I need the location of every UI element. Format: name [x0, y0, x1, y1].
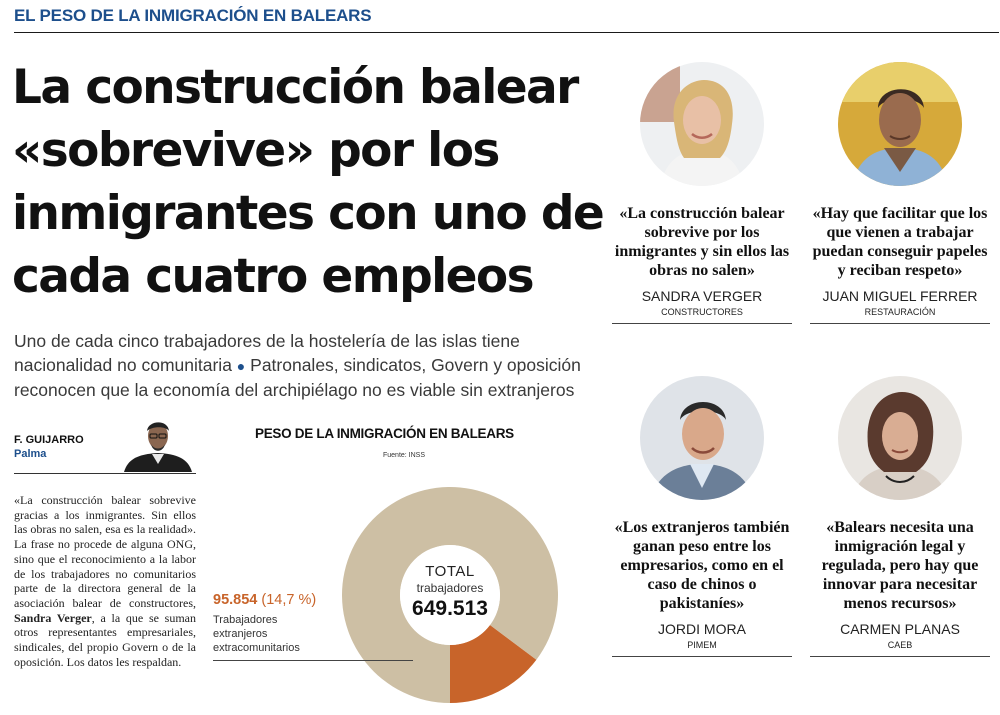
chart-desc-line: Trabajadores [213, 614, 278, 626]
portrait-photo [838, 62, 962, 186]
body-name: Sandra Verger [14, 610, 92, 625]
byline-divider [14, 473, 196, 474]
body-text-start: «La construcción balear sobrevive gracias a los inmigrantes. Sin ellos las obras no salen, esa es la realidad». La frase no procede de alguna ONG, sino que el reconocimiento a la labor de los trabajadores no comunitarios parte de la directora general de la asociación balear de constructores, [14, 493, 196, 610]
quote-divider [810, 656, 990, 657]
headline-line: La construcción balear [12, 60, 578, 115]
quote-text: «La construcción balear sobrevive por los inmigrantes y sin ellos las obras no salen» [614, 205, 790, 279]
donut-chart [330, 475, 570, 715]
chart-desc-line: extracomunitarios [213, 642, 300, 654]
quote-person-org: CONSTRUCTORES [661, 307, 743, 317]
subtitle-part1: Uno de cada cinco trabajadores de la hostelería de las islas tiene nacionalidad no comunitaria [14, 331, 520, 375]
body-text-end: , a la que se suman otros representantes empresariales, sindicales, del propio Govern o de la oposición. Los datos les respaldan. [14, 610, 197, 669]
chart-highlight-label [213, 592, 316, 608]
quote-person-name: CARMEN PLANAS [840, 621, 960, 637]
quote-person-org: PIMEM [687, 640, 717, 650]
quote-text: «Balears necesita una inmigración legal y regulada, pero hay que innovar para necesitar menos recursos» [821, 519, 979, 612]
byline-author: F. GUIJARRO [14, 434, 84, 446]
quote-card [810, 62, 990, 324]
portrait-photo [640, 376, 764, 500]
quote-divider [612, 323, 792, 324]
chart-highlight-desc [213, 613, 300, 655]
headline-line: «sobrevive» por los [12, 123, 499, 178]
chart-total-label: TOTAL [425, 563, 475, 580]
quote-card [612, 62, 792, 324]
byline [14, 434, 84, 460]
portrait-photo [640, 62, 764, 186]
portrait-photo [838, 376, 962, 500]
top-divider [14, 32, 999, 33]
quote-person-name: SANDRA VERGER [641, 288, 763, 304]
chart-highlight-pct: (14,7 %) [261, 592, 317, 608]
quote-person-org: RESTAURACIÓN [864, 307, 936, 317]
chart-total-sub: trabajadores [416, 581, 484, 595]
quote-card [810, 376, 990, 657]
headline-line: inmigrantes con uno de [12, 186, 604, 241]
section-title: EL PESO DE LA INMIGRACIÓN EN BALEARS [14, 6, 372, 25]
quote-card [612, 376, 792, 657]
quote-person-name: JUAN MIGUEL FERRER [822, 288, 978, 304]
quote-person-name: JORDI MORA [658, 621, 746, 637]
chart-highlight-value: 95.854 [213, 592, 258, 608]
quote-text: «Hay que facilitar que los que vienen a trabajar puedan conseguir papeles y reciban respeto» [812, 205, 988, 279]
chart-title: PESO DE LA INMIGRACIÓN EN BALEARS [255, 426, 514, 441]
subtitle [14, 329, 604, 402]
quote-person-org: CAEB [887, 640, 913, 650]
chart-desc-line: extranjeros [213, 628, 268, 640]
byline-place: Palma [14, 448, 47, 460]
chart-total-value: 649.513 [412, 597, 488, 620]
subtitle-part2: Patronales, sindicatos, Govern y oposición reconocen que la economía del archipiélago no es viable sin extranjeros [14, 355, 581, 400]
headline [12, 56, 612, 308]
bullet-dot-icon: ● [236, 358, 246, 374]
headline-line: cada cuatro empleos [12, 249, 533, 304]
donut-hole [400, 545, 500, 645]
author-photo [120, 414, 196, 472]
article-body [14, 493, 196, 669]
chart-leader-line [213, 660, 413, 661]
quote-divider [810, 323, 990, 324]
chart-source: Fuente: INSS [383, 452, 426, 459]
quote-divider [612, 656, 792, 657]
quote-text: «Los extranjeros también ganan peso entre los empresarios, como en el caso de chinos o pakistaníes» [614, 519, 790, 612]
